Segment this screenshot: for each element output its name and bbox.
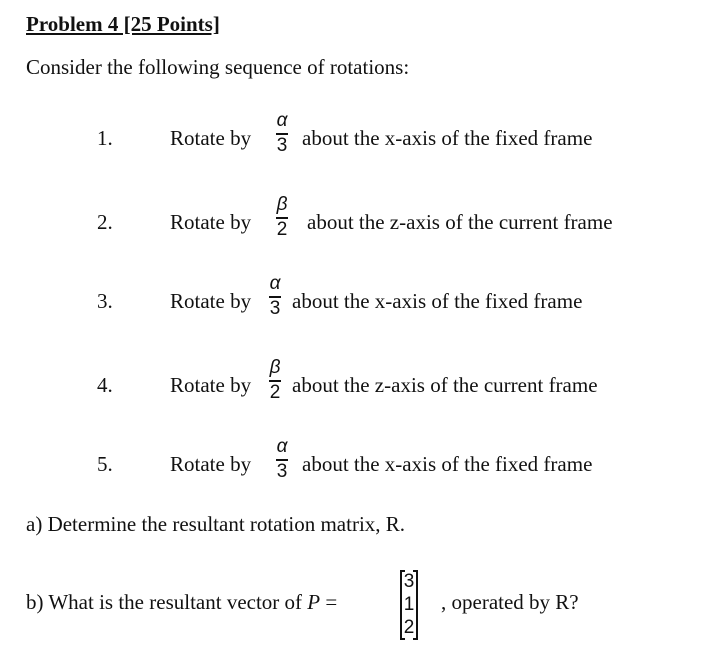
problem-title: Problem 4 [25 Points] <box>26 12 220 36</box>
vector-element-1: 3 <box>403 571 415 592</box>
angle-fraction <box>273 436 291 482</box>
step-prefix: Rotate by <box>170 210 252 234</box>
step-prefix: Rotate by <box>170 126 252 150</box>
angle-fraction <box>266 357 284 403</box>
rotation-step-3 <box>0 275 720 335</box>
angle-fraction <box>273 194 291 240</box>
fraction-numerator: α <box>276 436 288 457</box>
vector-element-2: 1 <box>403 594 415 615</box>
step-suffix: about the x-axis of the fixed frame <box>302 452 593 476</box>
step-prefix: Rotate by <box>170 289 252 313</box>
rotation-step-5 <box>0 438 720 498</box>
rotation-step-1 <box>0 112 720 172</box>
step-number: 4. <box>97 373 113 397</box>
equals-sign: = <box>325 590 338 614</box>
step-suffix: about the x-axis of the fixed frame <box>292 289 583 313</box>
fraction-denominator: 3 <box>276 461 288 482</box>
angle-fraction <box>266 273 284 319</box>
step-prefix: Rotate by <box>170 452 252 476</box>
fraction-numerator: α <box>276 110 288 131</box>
rotation-step-2 <box>0 196 720 256</box>
fraction-denominator: 2 <box>276 219 288 240</box>
problem-intro: Consider the following sequence of rotations: <box>26 55 410 79</box>
step-suffix: about the z-axis of the current frame <box>292 373 598 397</box>
fraction-numerator: α <box>269 273 281 294</box>
step-number: 3. <box>97 289 113 313</box>
step-number: 2. <box>97 210 113 234</box>
fraction-numerator: β <box>269 357 281 378</box>
step-suffix: about the z-axis of the current frame <box>307 210 613 234</box>
fraction-numerator: β <box>276 194 288 215</box>
fraction-denominator: 3 <box>276 135 288 156</box>
step-prefix: Rotate by <box>170 373 252 397</box>
question-b-suffix: , operated by R? <box>441 590 579 614</box>
rotation-step-4 <box>0 359 720 419</box>
question-b-text: b) What is the resultant vector of <box>26 590 303 614</box>
step-number: 1. <box>97 126 113 150</box>
fraction-denominator: 2 <box>269 382 281 403</box>
vector-element-3: 2 <box>403 617 415 638</box>
question-a: a) Determine the resultant rotation matrix, R. <box>26 512 406 536</box>
fraction-denominator: 3 <box>269 298 281 319</box>
angle-fraction <box>273 110 291 156</box>
step-number: 5. <box>97 452 113 476</box>
vector-symbol: P <box>307 590 321 614</box>
question-b-prefix <box>26 590 337 615</box>
step-suffix: about the x-axis of the fixed frame <box>302 126 593 150</box>
column-vector <box>400 568 418 642</box>
